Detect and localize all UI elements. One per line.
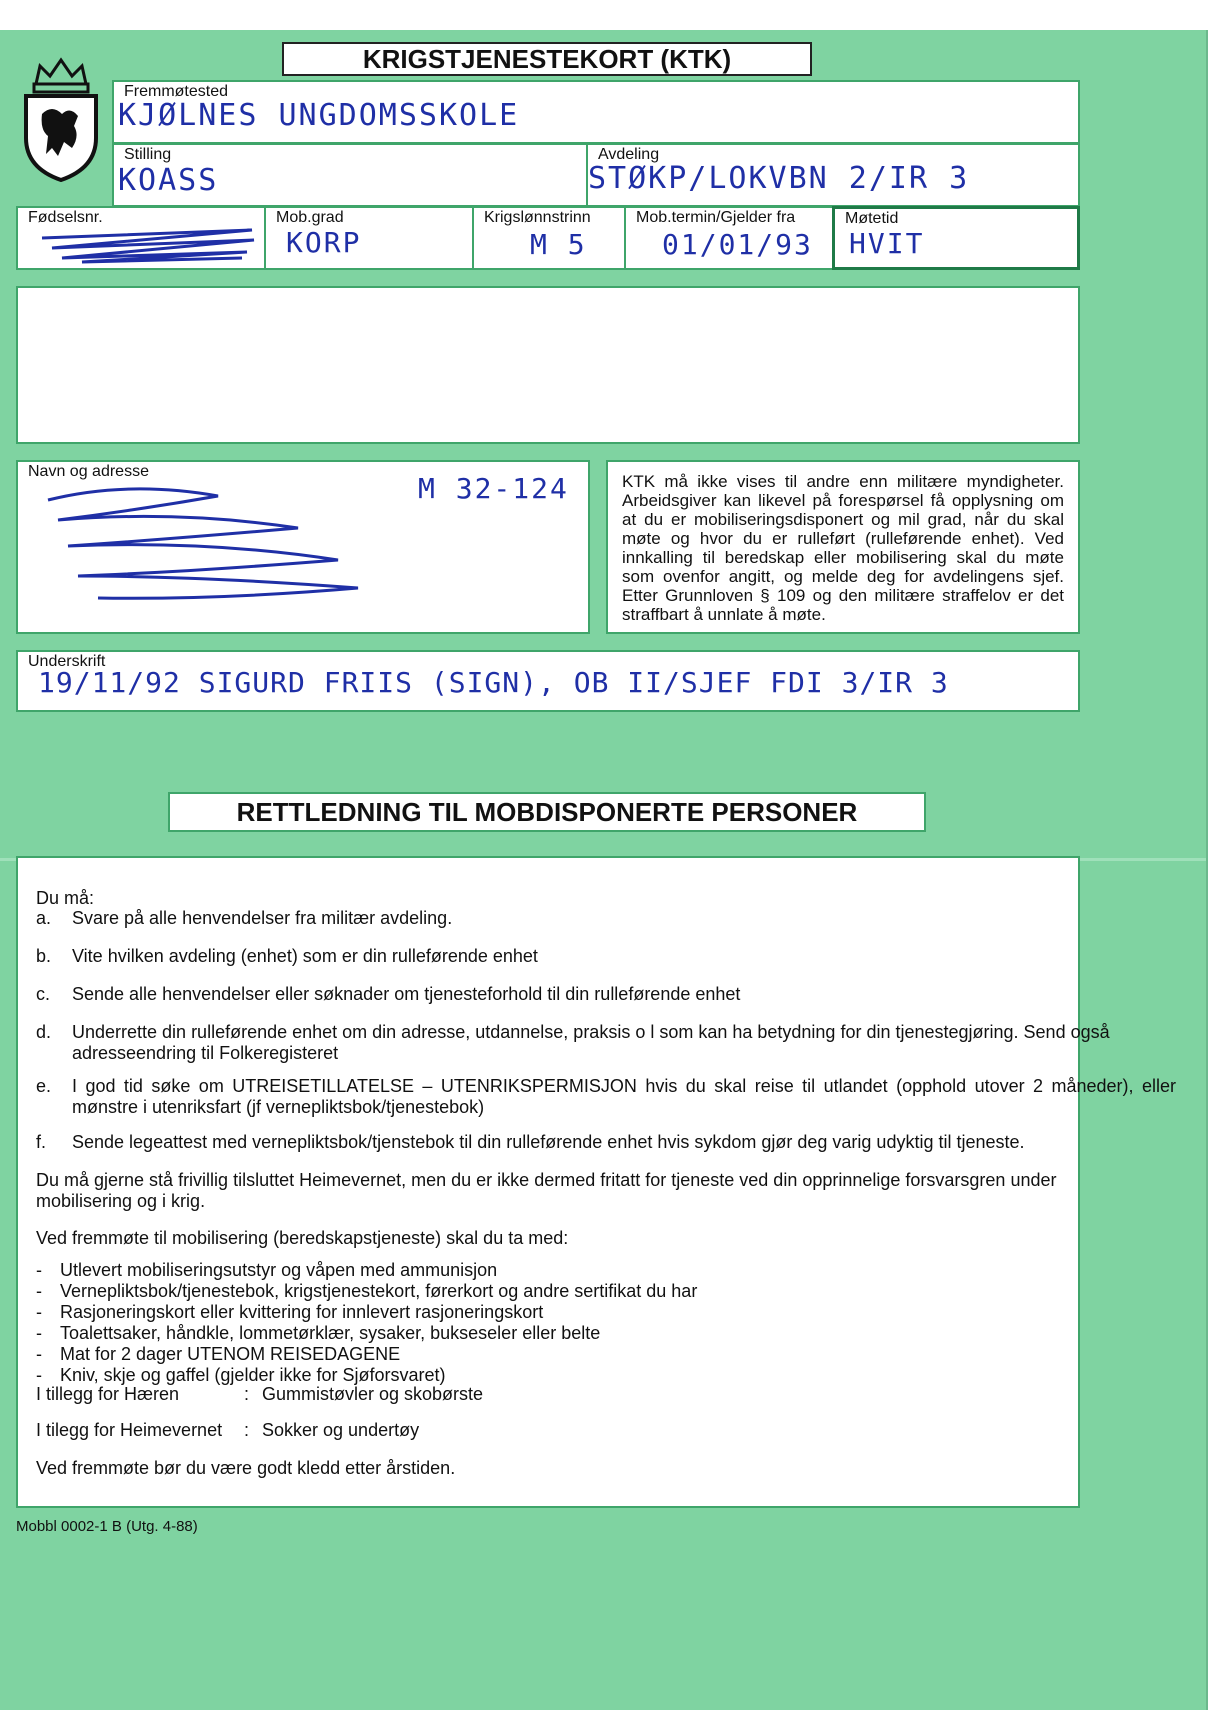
guidance-item-text: Svare på alle henvendelser fra militær avdeling.	[72, 908, 453, 928]
krigslonnstrinn-label: Krigslønnstrinn	[484, 209, 591, 226]
mobtermin-label: Mob.termin/Gjelder fra	[636, 209, 796, 226]
ktk-notice-text: KTK må ikke vises til andre enn militære myndigheter. Arbeidsgiver kan likevel på forespørsel få opplysning om at du er mobiliseringsdisponert og mil grad, når du skal møte og hvor du er rulleført (rulleførende enhet). Ved innkalling til beredskap eller mobilisering skal du møte som ovenfor angitt, og melde deg for avdelingens sjef. Etter Grunnloven § 109 og den militære straffelov er det straffbart å unnlate å møte.	[622, 472, 1064, 624]
guidance-item-key: a.	[36, 908, 52, 928]
navn-adresse-label: Navn og adresse	[28, 463, 149, 480]
stilling-value: KOASS	[118, 163, 219, 198]
guidance-title	[168, 792, 926, 832]
list-item: - Utlevert mobiliseringsutstyr og våpen med ammunisjon	[36, 1260, 498, 1280]
guidance-item-key: e.	[36, 1076, 52, 1096]
heimevernet-value: Sokker og undertøy	[262, 1420, 420, 1440]
coat-of-arms-icon	[18, 56, 104, 182]
guidance-title-text: RETTLEDNING TIL MOBDISPONERTE PERSONER	[236, 797, 858, 827]
motetid-value: HVIT	[849, 227, 925, 260]
underskrift-value: 19/11/92 SIGURD FRIIS (SIGN), OB II/SJEF FDI 3/IR 3	[38, 666, 949, 699]
guidance-item-key: b.	[36, 946, 52, 966]
fremmotested-label: Fremmøtested	[124, 83, 229, 100]
haeren-label: I tillegg for Hæren	[36, 1384, 180, 1404]
card-title-text: KRIGSTJENESTEKORT (KTK)	[362, 44, 732, 74]
bring-intro: Ved fremmøte til mobilisering (beredskapstjeneste) skal du ta med:	[36, 1228, 569, 1248]
mobgrad-field	[264, 206, 474, 270]
guidance-item	[36, 1132, 1176, 1153]
motetid-field	[832, 206, 1080, 270]
list-item-text: Toalettsaker, håndkle, lommetørklær, sysaker, bukseseler eller belte	[60, 1323, 601, 1343]
guidance-item	[36, 1022, 1176, 1064]
underskrift-label: Underskrift	[28, 653, 106, 670]
guidance-item	[36, 908, 1176, 929]
list-item: - Toalettsaker, håndkle, lommetørklær, sysaker, bukseseler eller belte	[36, 1323, 601, 1343]
avdeling-value: STØKP/LOKVBN 2/IR 3	[588, 161, 970, 196]
list-item-text: Vernepliktsbok/tjenestebok, krigstjenestekort, førerkort og andre sertifikat du har	[60, 1281, 698, 1301]
guidance-item-key: c.	[36, 984, 51, 1004]
list-item-text: Utlevert mobiliseringsutstyr og våpen med ammunisjon	[60, 1260, 498, 1280]
fremmotested-field	[112, 80, 1080, 144]
list-item-text: Rasjoneringskort eller kvittering for innlevert rasjoneringskort	[60, 1302, 544, 1322]
guidance-item	[36, 984, 1176, 1005]
haeren-colon: :	[244, 1384, 250, 1404]
guidance-item	[36, 1076, 1176, 1118]
guidance-item-text: Sende legeattest med vernepliktsbok/tjenstebok til din rulleførende enhet hvis sykdom gjør deg varig udyktig til tjeneste.	[72, 1132, 1025, 1152]
redaction-scribble	[22, 218, 262, 268]
mobgrad-label: Mob.grad	[276, 209, 344, 226]
list-item-text: Mat for 2 dager UTENOM REISEDAGENE	[60, 1344, 401, 1364]
bring-list	[36, 1260, 697, 1386]
fremmotested-value: KJØLNES UNGDOMSSKOLE	[118, 98, 520, 133]
blank-field	[16, 286, 1080, 444]
motetid-label: Møtetid	[845, 210, 899, 227]
list-item-text: Kniv, skje og gaffel (gjelder ikke for Sjøforsvaret)	[60, 1365, 446, 1385]
haeren-value: Gummistøvler og skobørste	[262, 1384, 484, 1404]
mobtermin-field	[624, 206, 834, 270]
form-id: Mobbl 0002-1 B (Utg. 4-88)	[16, 1518, 198, 1535]
stilling-label: Stilling	[124, 146, 172, 163]
heimevernet-colon: :	[244, 1420, 250, 1440]
avdeling-label: Avdeling	[598, 146, 660, 163]
list-item: - Vernepliktsbok/tjenestebok, krigstjenestekort, førerkort og andre sertifikat du har	[36, 1281, 698, 1301]
closing-note: Ved fremmøte bør du være godt kledd etter årstiden.	[36, 1458, 456, 1478]
fodselsnr-label: Fødselsnr.	[28, 209, 103, 226]
guidance-item-text: Vite hvilken avdeling (enhet) som er din rulleførende enhet	[72, 946, 538, 966]
ktk-notice	[606, 460, 1080, 634]
heimevern-note: Du må gjerne stå frivillig tilsluttet Heimevernet, men du er ikke dermed fritatt for tjeneste ved din opprinnelige forsvarsgren under mobilisering og i krig.	[36, 1170, 1057, 1211]
krigslonnstrinn-field	[472, 206, 626, 270]
stilling-field	[112, 143, 588, 207]
list-item: - Rasjoneringskort eller kvittering for innlevert rasjoneringskort	[36, 1302, 544, 1322]
navn-adresse-field	[16, 460, 590, 634]
heimevernet-label: I tilegg for Heimevernet	[36, 1420, 223, 1440]
guidance-item-key: d.	[36, 1022, 52, 1042]
navn-adresse-code: M 32-124	[418, 472, 569, 505]
guidance-item-key: f.	[36, 1132, 47, 1152]
guidance-item-text: Sende alle henvendelser eller søknader om tjenesteforhold til din rulleførende enhet	[72, 984, 741, 1004]
guidance-intro: Du må:	[36, 888, 95, 908]
list-item: - Mat for 2 dager UTENOM REISEDAGENE	[36, 1344, 401, 1364]
krigslonnstrinn-value: M 5	[530, 228, 587, 261]
fodselsnr-field	[16, 206, 266, 270]
mobtermin-value: 01/01/93	[662, 228, 813, 261]
underskrift-field	[16, 650, 1080, 712]
mobgrad-value: KORP	[286, 226, 362, 259]
card-title	[282, 42, 812, 76]
guidance-item-text: Underrette din rulleførende enhet om din adresse, utdannelse, praksis o l som kan ha betydning for din tjenestegjøring. Send også adresseendring til Folkeregisteret	[72, 1022, 1110, 1063]
redaction-scribble	[38, 480, 398, 610]
guidance-item-text: I god tid søke om UTREISETILLATELSE – UTENRIKSPERMISJON hvis du skal reise til utlandet (opphold utover 2 måneder), eller mønstre i utenriksfart (jf vernepliktsbok/tjenestebok)	[72, 1076, 1176, 1117]
guidance-item	[36, 946, 1176, 967]
avdeling-field	[586, 143, 1080, 207]
list-item: - Kniv, skje og gaffel (gjelder ikke for Sjøforsvaret)	[36, 1365, 446, 1385]
